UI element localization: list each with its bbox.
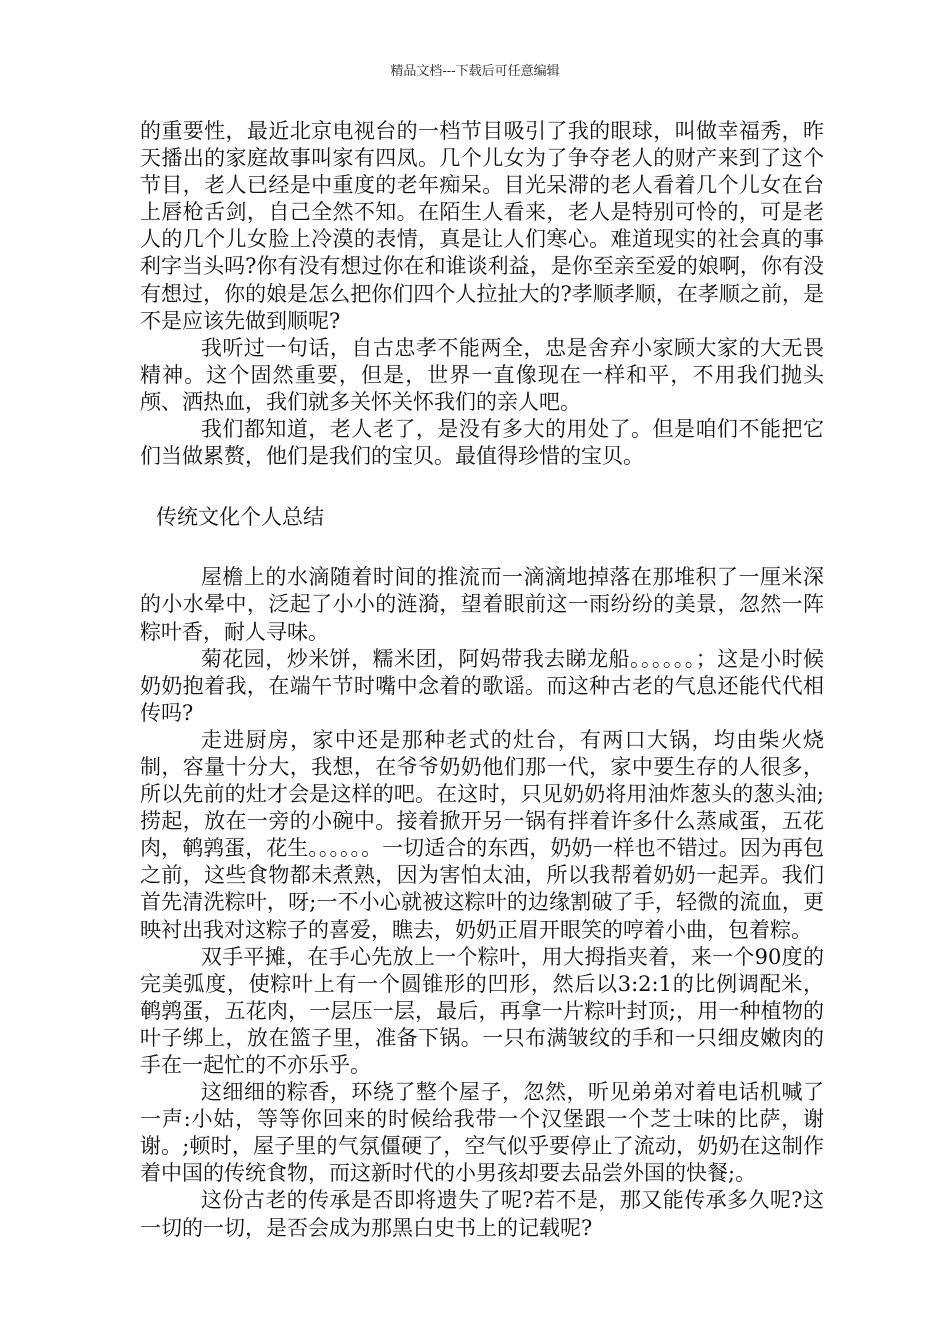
paragraph: 走进厨房，家中还是那种老式的灶台，有两口大锅，均由柴火烧制，容量十分大，我想，在爷爷奶奶他们那一代，家中要生存的人很多，所以先前的灶才会是这样的吧。在这时，只见奶奶将用油炸葱头的葱头油;捞起，放在一旁的小碗中。接着掀开另一锅有拌着许多什么蒸咸蛋，五花肉，鹌鹑蛋，花生。。。。。。一切适合的东西，奶奶一样也不错过。因为再包之前，这些食物都未煮熟，因为害怕太油，所以我帮着奶奶一起弄。我们首先清洗粽叶，呀;一不小心就被这粽叶的边缘割破了手，轻微的流血，更映衬出我对这粽子的喜爱，瞧去，奶奶正眉开眼笑的哼着小曲，包着粽。 xyxy=(140,727,824,942)
section-title: 传统文化个人总结 xyxy=(156,505,324,530)
paragraph: 双手平摊，在手心先放上一个粽叶，用大拇指夹着，来一个90度的完美弧度，使粽叶上有一个圆锥形的凹形，然后以3:2:1的比例调配米，鹌鹑蛋，五花肉，一层压一层，最后，再拿一片粽叶封顶;，用一种植物的叶子绑上，放在篮子里，准备下锅。一只布满皱纹的手和一只细皮嫩肉的手在一起忙的不亦乐乎。 xyxy=(140,944,824,1077)
paragraph: 这份古老的传承是否即将遗失了呢?若不是，那又能传承多久呢?这一切的一切，是否会成为那黑白史书上的记载呢? xyxy=(140,1188,824,1240)
paragraph: 我听过一句话，自古忠孝不能两全，忠是舍弃小家顾大家的大无畏精神。这个固然重要，但是，世界一直像现在一样和平，不用我们抛头颅、洒热血，我们就多关怀关怀我们的亲人吧。 xyxy=(140,335,824,414)
paragraph: 我们都知道，老人老了，是没有多大的用处了。但是咱们不能把它们当做累赘，他们是我们的宝贝。最值得珍惜的宝贝。 xyxy=(140,417,824,469)
paragraph: 菊花园，炒米饼，糯米团，阿妈带我去睇龙船。。。。。。；这是小时候奶奶抱着我，在端午节时嘴中念着的歌谣。而这种古老的气息还能代代相传吗? xyxy=(140,646,824,725)
document-body xyxy=(140,118,824,1242)
paragraph-continued: 的重要性，最近北京电视台的一档节目吸引了我的眼球，叫做幸福秀，昨天播出的家庭故事叫家有四凤。几个儿女为了争夺老人的财产来到了这个节目，老人已经是中重度的老年痴呆。目光呆滞的老人看着几个儿女在台上唇枪舌剑，自己全然不知。在陌生人看来，老人是特别可怜的，可是老人的几个儿女脸上冷漠的表情，真是让人们寒心。难道现实的社会真的事利字当头吗?你有没有想过你在和谁谈利益，是你至亲至爱的娘啊，你有没有想过，你的娘是怎么把你们四个人拉扯大的?孝顺孝顺，在孝顺之前，是不是应该先做到顺呢? xyxy=(140,119,824,333)
paragraph: 这细细的粽香，环绕了整个屋子，忽然，听见弟弟对着电话机喊了一声:小姑，等等你回来的时候给我带一个汉堡跟一个芝士味的比萨，谢谢。;顿时，屋子里的气氛僵硬了，空气似乎要停止了流动，奶奶在这制作着中国的传统食物，而这新时代的小男孩却要去品尝外国的快餐;。 xyxy=(140,1080,824,1186)
paragraph: 屋檐上的水滴随着时间的推流而一滴滴地掉落在那堆积了一厘米深的小水晕中，泛起了小小的涟漪，望着眼前这一雨纷纷的美景，忽然一阵粽叶香，耐人寻味。 xyxy=(140,565,824,644)
page-header: 精品文档---下载后可任意编辑 xyxy=(390,64,560,79)
